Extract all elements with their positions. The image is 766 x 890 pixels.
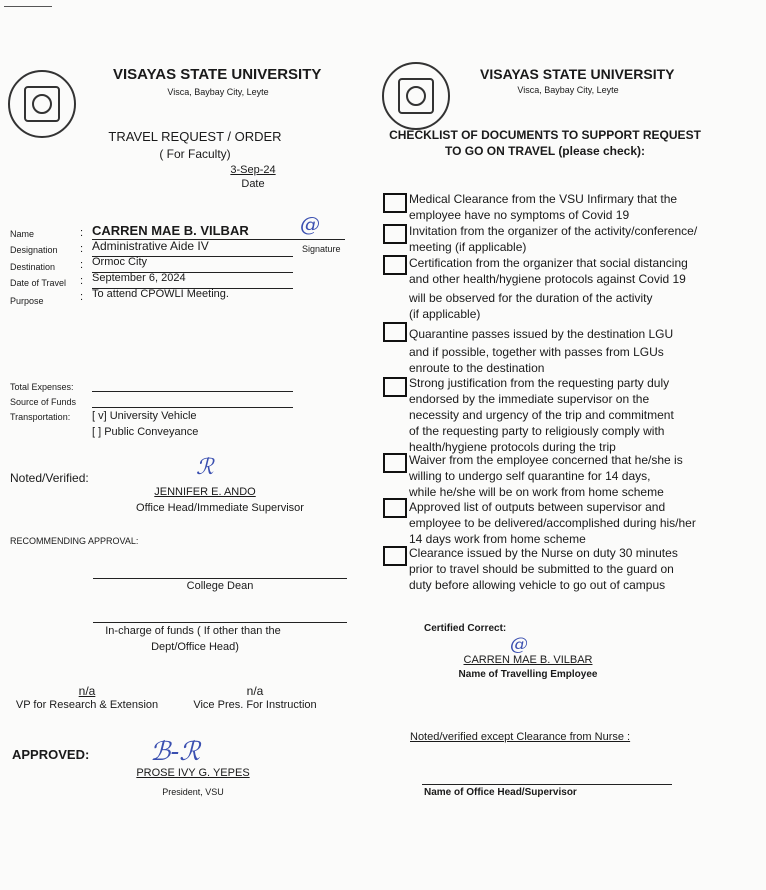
option-university-vehicle[interactable]: [ v] University Vehicle (92, 410, 197, 422)
checklist-title-1: CHECKLIST OF DOCUMENTS TO SUPPORT REQUEST (389, 128, 701, 142)
date-value: 3-Sep-24 (230, 164, 276, 176)
purpose-label: Purpose (10, 296, 44, 306)
noted-except-label: Noted/verified except Clearance from Nurse : (410, 731, 631, 743)
president-signature: ℬ-ℛ (150, 737, 200, 767)
travel-request-document: VISAYAS STATE UNIVERSITY Visca, Baybay City, Leyte TRAVEL REQUEST / ORDER ( For Faculty) 3-Sep-24 Date Name Designation Destination Date of Travel Purpose CARREN MAE B. VILBAR Administrative Aide IV Ormoc City September 6, 2024 To attend CPOWLI Meeting. : : : : : @ Signature Total Expenses: Source of Funds Transportation: [ v] University Vehicle [ ] Public Conveyance Noted/Verified: ℛ JENNIFER E. ANDO Office Head/Immediate Supervisor RECOMMENDING APPROVAL: College Dean In-charge of funds ( If other than the Dept/Office Head) n/a VP for Research & Extension n/a Vice Pres. For Instruction APPROVED: ℬ-ℛ PROSE IVY G. YEPES President, VSU VISAYAS STATE UNIVERSITY Visca, Baybay City, Leyte CHECKLIST OF DOCUMENTS TO SUPPORT REQUEST TO GO ON TRAVEL (please check): Medical Clearance from the VSU Infirmary that the employee have no symptoms of Covid 19 Invitation from the organizer of the activity/conference/ meeting (if applicable) Certification from the organizer that social distancing and other health/hygiene protocols against Covid 19 will be observed for the duration of the activity (if applicable) Quarantine passes issued by the destination LGU and if possible, together with passes from LGUs enroute to the destination Strong justification from the requesting party duly endorsed by the immediate supervisor on the necessity and urgency of the trip and commitment of the requesting party to religiously comply with health/hygiene protocols during the trip Waiver from the employee concerned that he/she is willing to undergo self quarantine for 14 days, while he/she will be on work from home scheme Approved list of outputs between supervisor and employee to be delivered/accomplished during his/her 14 days work from home scheme Clearance issued by the Nurse on duty 30 minutes prior to travel should be submitted to the guard on duty before allowing vehicle to go out of campus Certified Correct: @ CARREN MAE B. VILBAR Name of Travelling Employee Noted/verified except Clearance from Nurse : Name of Office Head/Supervisor (0, 0, 766, 890)
applicant-signature: @ (300, 212, 320, 236)
checkbox-invitation[interactable] (383, 224, 407, 244)
destination-label: Destination (10, 262, 56, 272)
university-seal-logo (8, 70, 76, 138)
checklist-item: will be observed for the duration of the activity (if applicable) (409, 291, 653, 321)
scan-mark (4, 6, 52, 7)
funds-label-1: In-charge of funds ( If other than the (105, 625, 281, 637)
university-address-right: Visca, Baybay City, Leyte (517, 85, 619, 95)
designation-label: Designation (10, 245, 58, 255)
supervisor-title: Office Head/Immediate Supervisor (136, 502, 304, 514)
checkbox-justification[interactable] (383, 377, 407, 397)
checkbox-nurse-clearance[interactable] (383, 546, 407, 566)
signature-label: Signature (302, 244, 341, 254)
transportation-label: Transportation: (10, 412, 71, 422)
date-label: Date (241, 178, 265, 190)
checklist-item: Medical Clearance from the VSU Infirmary that the employee have no symptoms of Covid 19 (409, 192, 678, 222)
vp-research-value: n/a (78, 684, 96, 698)
funds-label-2: Dept/Office Head) (151, 641, 239, 653)
date-of-travel-value: September 6, 2024 (92, 272, 186, 284)
president-title: President, VSU (162, 787, 224, 797)
checklist-item: Certification from the organizer that social distancing and other health/hygiene protocols against Covid 19 (409, 256, 688, 286)
approved-label: APPROVED: (12, 747, 90, 762)
employee-signature: @ (510, 634, 528, 655)
recommending-label: RECOMMENDING APPROVAL: (10, 536, 139, 546)
checkbox-medical-clearance[interactable] (383, 193, 407, 213)
name-label: Name (10, 229, 35, 239)
option-public-conveyance[interactable]: [ ] Public Conveyance (92, 426, 199, 438)
vp-instruction-value: n/a (246, 684, 264, 698)
college-dean-label: College Dean (186, 580, 254, 592)
checklist-item: Strong justification from the requesting party duly endorsed by the immediate supervisor on the necessity and urgency of the trip and commitment of the requesting party to religiously comply with health/hygiene protocols during the trip (409, 376, 674, 454)
date-of-travel-label: Date of Travel (10, 278, 67, 288)
source-of-funds-label: Source of Funds (10, 397, 77, 407)
checkbox-waiver[interactable] (383, 453, 407, 473)
university-seal-logo-right (382, 62, 450, 130)
vp-research-label: VP for Research & Extension (15, 699, 159, 711)
checklist-item: Quarantine passes issued by the destination LGU (409, 327, 674, 341)
employee-label: Name of Travelling Employee (458, 669, 598, 680)
destination-value: Ormoc City (92, 256, 147, 268)
vp-instruction-label: Vice Pres. For Instruction (193, 699, 317, 711)
form-title: TRAVEL REQUEST / ORDER (108, 129, 282, 144)
university-address: Visca, Baybay City, Leyte (167, 87, 269, 97)
checklist-item: Approved list of outputs between supervisor and employee to be delivered/accomplished during his/her 14 days work from home scheme (409, 500, 696, 546)
supervisor-name: JENNIFER E. ANDO (154, 486, 256, 498)
certified-label: Certified Correct: (424, 623, 507, 634)
total-expenses-label: Total Expenses: (10, 382, 74, 392)
checklist-item: Clearance issued by the Nurse on duty 30 minutes prior to travel should be submitted to the guard on duty before allowing vehicle to go out of campus (409, 546, 678, 592)
purpose-value: To attend CPOWLI Meeting. (92, 288, 229, 300)
checkbox-outputs-list[interactable] (383, 498, 407, 518)
office-head-label: Name of Office Head/Supervisor (424, 787, 577, 798)
checklist-title-2: TO GO ON TRAVEL (please check): (444, 144, 646, 158)
supervisor-signature: ℛ (196, 455, 214, 480)
designation-value: Administrative Aide IV (92, 239, 209, 253)
checklist-item: Waiver from the employee concerned that he/she is willing to undergo self quarantine for 14 days, while he/she will be on work from home scheme (409, 453, 683, 499)
employee-name: CARREN MAE B. VILBAR (463, 654, 593, 666)
name-value: CARREN MAE B. VILBAR (92, 223, 249, 238)
checklist-item: and if possible, together with passes from LGUs enroute to the destination (409, 345, 664, 375)
university-name-right: VISAYAS STATE UNIVERSITY (480, 66, 675, 82)
checklist-item: Invitation from the organizer of the activity/conference/ meeting (if applicable) (409, 224, 698, 254)
checkbox-quarantine-passes[interactable] (383, 322, 407, 342)
checkbox-certification[interactable] (383, 255, 407, 275)
form-subtitle: ( For Faculty) (159, 147, 231, 161)
noted-label: Noted/Verified: (10, 471, 89, 485)
university-name: VISAYAS STATE UNIVERSITY (113, 66, 322, 83)
president-name: PROSE IVY G. YEPES (136, 767, 250, 779)
